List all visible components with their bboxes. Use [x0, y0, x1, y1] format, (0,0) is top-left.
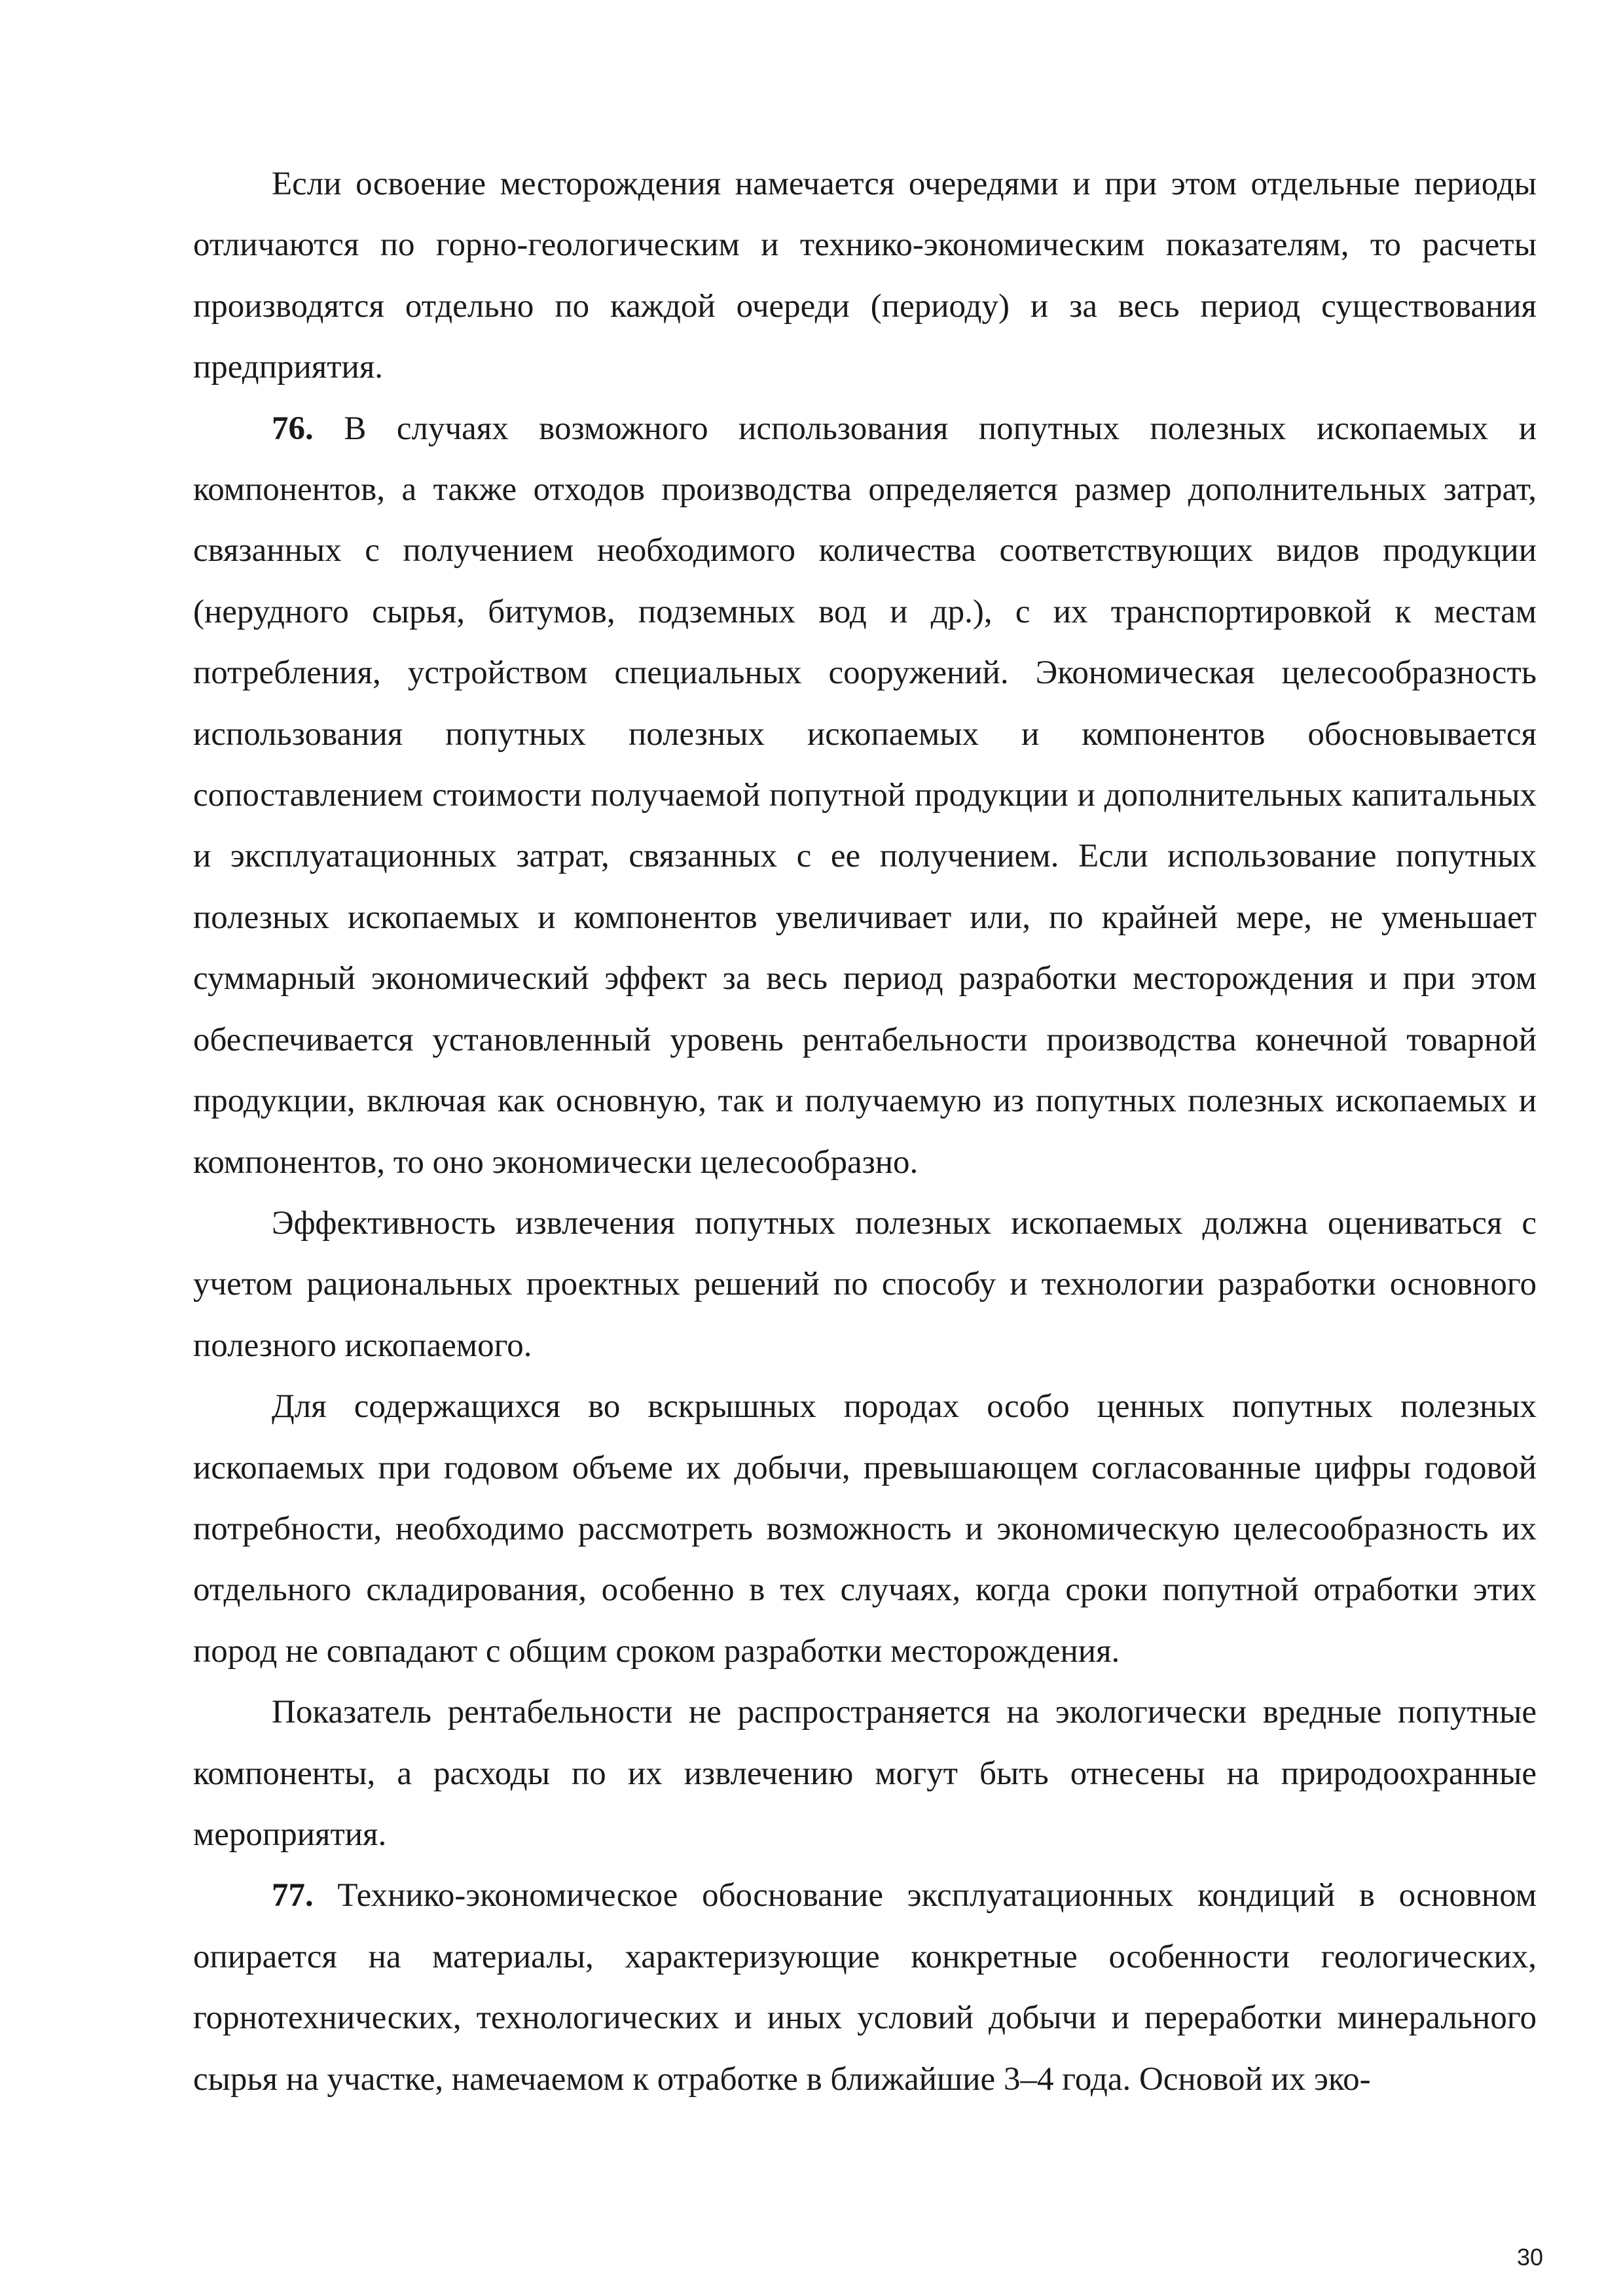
paragraph-efficiency	[193, 1193, 1537, 1376]
paragraph-76	[193, 399, 1537, 1193]
paragraph-stages	[193, 154, 1537, 399]
paragraph-text: Показатель рентабельности не распространяется на экологически вредные попутные компоненты, а расходы по их извлечению могут быть отнесены на природоохранные мероприятия.	[193, 1694, 1537, 1853]
body-text	[193, 154, 1537, 2110]
page-number: 30	[1516, 2244, 1543, 2270]
paragraph-overburden	[193, 1376, 1537, 1682]
paragraph-number: 77.	[272, 1877, 314, 1914]
paragraph-text: Эффективность извлечения попутных полезных ископаемых должна оцениваться с учетом рациональных проектных решений по способу и технологии разработки основного полезного ископаемого.	[193, 1204, 1537, 1364]
paragraph-text: Если освоение месторождения намечается очередями и при этом отдельные периоды отличаются по горно-геологическим и технико-экономическим показателям, то расчеты производятся отдельно по каждой очереди (периоду) и за весь период существования предприятия.	[193, 166, 1537, 386]
paragraph-text: Технико-экономическое обоснование эксплуатационных кондиций в основном опирается на материалы, характеризующие конкретные особенности геологических, горнотехнических, технологических и иных условий добычи и переработки минерального сырья на участке, намечаемом к отработке в ближайшие 3–4 года. Основой их эко-	[193, 1877, 1537, 2098]
paragraph-77	[193, 1865, 1537, 2110]
paragraph-number: 76.	[272, 410, 314, 447]
paragraph-profitability	[193, 1682, 1537, 1865]
paragraph-text: В случаях возможного использования попутных полезных ископаемых и компонентов, а также отходов производства определяется размер дополнительных затрат, связанных с получением необходимого количества соответствующих видов продукции (нерудного сырья, битумов, подземных вод и др.), с их транспортировкой к местам потребления, устройством специальных сооружений. Экономическая целесообразность использования попутных полезных ископаемых и компонентов обосновывается сопоставлением стоимости получаемой попутной продукции и дополнительных капитальных и эксплуатационных затрат, связанных с ее получением. Если использование попутных полезных ископаемых и компонентов увеличивает или, по крайней мере, не уменьшает суммарный экономический эффект за весь период разработки месторождения и при этом обеспечивается установленный уровень рентабельности производства конечной товарной продукции, включая как основную, так и получаемую из попутных полезных ископаемых и компонентов, то оно экономически целесообразно.	[193, 410, 1537, 1181]
paragraph-text: Для содержащихся во вскрышных породах особо ценных попутных полезных ископаемых при годовом объеме их добычи, превышающем согласованные цифры годовой потребности, необходимо рассмотреть возможность и экономическую целесообразность их отдельного складирования, особенно в тех случаях, когда сроки попутной отработки этих пород не совпадают с общим сроком разработки месторождения.	[193, 1388, 1537, 1670]
